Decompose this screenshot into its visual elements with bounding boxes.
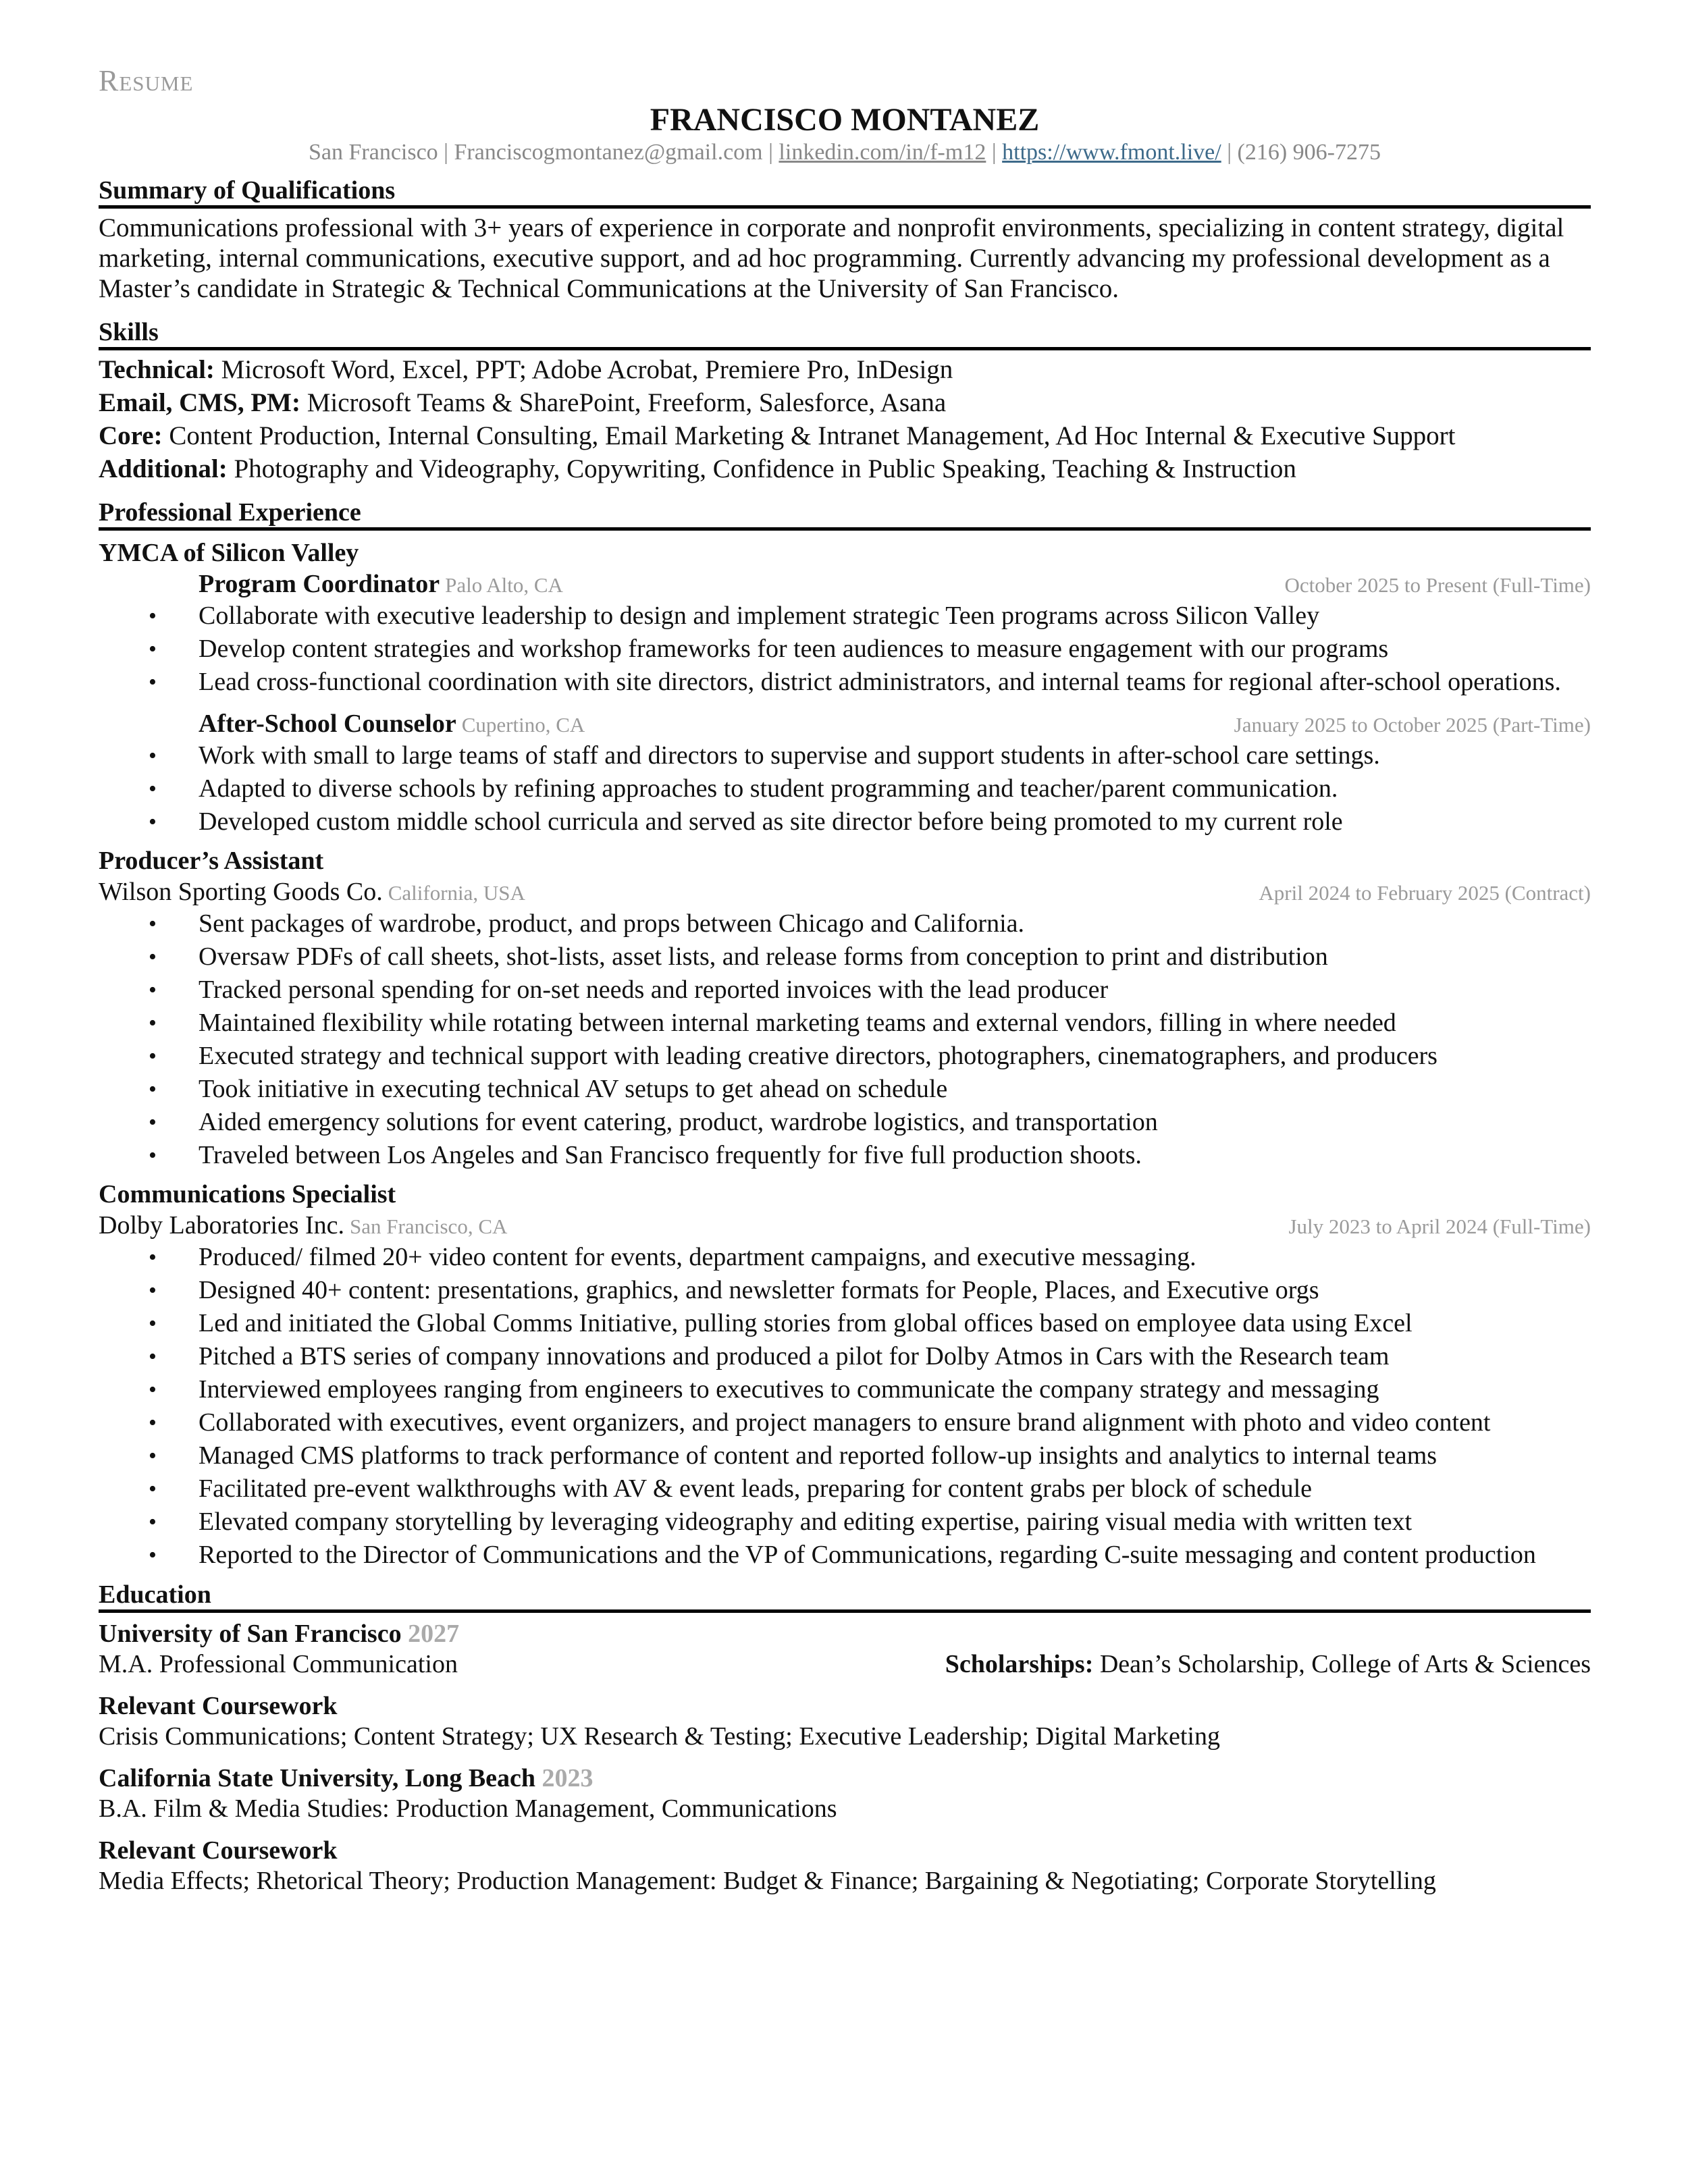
bullet-text: Elevated company storytelling by leveraging videography and editing expertise, pairing visual media with written text bbox=[199, 1508, 1413, 1536]
bullet-icon: • bbox=[149, 1510, 157, 1535]
role-after-school-counselor bbox=[99, 708, 1591, 741]
role-communications-specialist: Communications Specialist bbox=[99, 1180, 396, 1208]
summary-heading: Summary of Qualifications bbox=[99, 176, 1591, 209]
bullet-item bbox=[99, 1074, 1591, 1104]
skill-line bbox=[99, 353, 1591, 386]
bullet-item bbox=[99, 909, 1591, 939]
candidate-name: FRANCISCO MONTANEZ bbox=[650, 102, 1040, 138]
bullet-text: Produced/ filmed 20+ video content for events, department campaigns, and executive messaging. bbox=[199, 1243, 1196, 1271]
summary-text: Communications professional with 3+ years of experience in corporate and nonprofit environments, specializing in content strategy, digital marketing, internal communications, executive support, and ad hoc programming. Currently advancing my professional development as a Master’s candidate in Strategic & Technical Communications at the University of San Francisco. bbox=[99, 213, 1564, 303]
school-name: California State University, Long Beach bbox=[99, 1764, 536, 1792]
bullet-item bbox=[99, 634, 1591, 664]
degree: B.A. Film & Media Studies: Production Management, Communications bbox=[99, 1794, 837, 1823]
bullet-item bbox=[99, 1140, 1591, 1171]
bullet-icon: • bbox=[149, 1143, 157, 1168]
bullet-item bbox=[99, 1275, 1591, 1306]
bullet-icon: • bbox=[149, 944, 157, 969]
skill-line bbox=[99, 452, 1591, 485]
bullet-icon: • bbox=[149, 1044, 157, 1069]
bullet-item bbox=[99, 1408, 1591, 1438]
bullet-icon: • bbox=[149, 1077, 157, 1102]
degree-row bbox=[99, 1649, 1591, 1680]
bullet-icon: • bbox=[149, 1245, 157, 1270]
bullet-item bbox=[99, 1008, 1591, 1038]
bullet-text: Managed CMS platforms to track performance of content and reported follow-up insights and analytics to internal teams bbox=[199, 1441, 1438, 1470]
bullet-icon: • bbox=[149, 743, 157, 768]
bullet-item bbox=[99, 1540, 1591, 1570]
bullet-list bbox=[99, 1242, 1591, 1570]
contact-separator: | bbox=[986, 140, 1003, 165]
school-csulb bbox=[99, 1763, 1591, 1794]
education-heading: Education bbox=[99, 1580, 1591, 1613]
bullet-text: Traveled between Los Angeles and San Francisco frequently for five full production shoots. bbox=[199, 1141, 1142, 1169]
scholarships bbox=[945, 1649, 1591, 1680]
company-wilson bbox=[99, 876, 1591, 909]
skill-line bbox=[99, 386, 1591, 419]
scholarship-value: Dean’s Scholarship, College of Arts & Sciences bbox=[1093, 1650, 1591, 1678]
bullet-icon: • bbox=[149, 1011, 157, 1036]
bullet-item bbox=[99, 1341, 1591, 1372]
skill-value: Microsoft Word, Excel, PPT; Adobe Acrobat, Premiere Pro, InDesign bbox=[214, 355, 953, 384]
role-dates: October 2025 to Present (Full-Time) bbox=[1284, 573, 1591, 597]
skill-label: Technical: bbox=[99, 355, 215, 384]
school-usf bbox=[99, 1618, 1591, 1649]
role-dates: January 2025 to October 2025 (Part-Time) bbox=[1234, 713, 1591, 737]
bullet-text: Pitched a BTS series of company innovations and produced a pilot for Dolby Atmos in Cars with the Research team bbox=[199, 1342, 1390, 1370]
coursework-heading: Relevant Coursework bbox=[99, 1836, 338, 1865]
resume-label: Resume bbox=[99, 64, 194, 97]
bullet-icon: • bbox=[149, 1110, 157, 1135]
bullet-text: Maintained flexibility while rotating between internal marketing teams and external vendors, filling in where needed bbox=[199, 1009, 1396, 1037]
bullet-item bbox=[99, 601, 1591, 631]
bullet-text: Tracked personal spending for on-set needs and reported invoices with the lead producer bbox=[199, 976, 1109, 1004]
bullet-text: Reported to the Director of Communications and the VP of Communications, regarding C-suite messaging and content production bbox=[199, 1541, 1536, 1569]
role-dates: April 2024 to February 2025 (Contract) bbox=[1259, 881, 1591, 905]
skill-value: Microsoft Teams & SharePoint, Freeform, Salesforce, Asana bbox=[300, 388, 947, 417]
bullet-text: Developed custom middle school curricula and served as site director before being promoted to my current role bbox=[199, 807, 1343, 836]
bullet-icon: • bbox=[149, 1443, 157, 1468]
bullet-icon: • bbox=[149, 1311, 157, 1336]
bullet-text: Oversaw PDFs of call sheets, shot-lists, asset lists, and release forms from conception to print and distribution bbox=[199, 942, 1328, 971]
bullet-icon: • bbox=[149, 776, 157, 801]
experience-heading: Professional Experience bbox=[99, 498, 1591, 531]
skill-label: Additional: bbox=[99, 454, 228, 483]
linkedin-link[interactable]: linkedin.com/in/f-m12 bbox=[779, 140, 986, 165]
bullet-text: Collaborate with executive leadership to design and implement strategic Teen programs across Silicon Valley bbox=[199, 602, 1320, 630]
degree: M.A. Professional Communication bbox=[99, 1650, 458, 1678]
bullet-icon: • bbox=[149, 1344, 157, 1369]
bullet-icon: • bbox=[149, 809, 157, 834]
company-location: California, USA bbox=[388, 881, 525, 905]
coursework-text: Crisis Communications; Content Strategy; UX Research & Testing; Executive Leadership; Digital Marketing bbox=[99, 1722, 1220, 1751]
bullet-item bbox=[99, 1474, 1591, 1504]
skill-line bbox=[99, 419, 1591, 452]
skill-label: Core: bbox=[99, 421, 163, 450]
role-title: After-School Counselor bbox=[199, 710, 456, 738]
bullet-text: Designed 40+ content: presentations, graphics, and newsletter formats for People, Places, and Executive orgs bbox=[199, 1276, 1319, 1304]
skills-heading: Skills bbox=[99, 317, 1591, 350]
bullet-icon: • bbox=[149, 911, 157, 936]
bullet-item bbox=[99, 1441, 1591, 1471]
bullet-item bbox=[99, 975, 1591, 1005]
role-location: Palo Alto, CA bbox=[445, 573, 563, 597]
bullet-icon: • bbox=[149, 1543, 157, 1568]
bullet-text: Collaborated with executives, event organizers, and project managers to ensure brand alignment with photo and video content bbox=[199, 1408, 1491, 1437]
skills-list bbox=[99, 353, 1591, 485]
bullet-icon: • bbox=[149, 604, 157, 629]
school-year: 2027 bbox=[408, 1620, 460, 1648]
bullet-list bbox=[99, 741, 1591, 837]
skill-label: Email, CMS, PM: bbox=[99, 388, 300, 417]
bullet-text: Aided emergency solutions for event catering, product, wardrobe logistics, and transportation bbox=[199, 1108, 1158, 1136]
bullet-item bbox=[99, 741, 1591, 771]
role-producers-assistant: Producer’s Assistant bbox=[99, 847, 324, 875]
bullet-item bbox=[99, 1041, 1591, 1071]
bullet-item bbox=[99, 807, 1591, 837]
bullet-text: Lead cross-functional coordination with site directors, district administrators, and internal teams for regional after-school operations. bbox=[199, 668, 1561, 696]
bullet-icon: • bbox=[149, 1476, 157, 1501]
role-program-coordinator bbox=[99, 568, 1591, 601]
role-title: Program Coordinator bbox=[199, 570, 440, 598]
bullet-list bbox=[99, 601, 1591, 697]
bullet-text: Sent packages of wardrobe, product, and props between Chicago and California. bbox=[199, 909, 1024, 938]
bullet-icon: • bbox=[149, 1278, 157, 1303]
website-link[interactable]: https://www.fmont.live/ bbox=[1002, 140, 1221, 165]
resume-page bbox=[99, 61, 1591, 1896]
bullet-text: Led and initiated the Global Comms Initiative, pulling stories from global offices based on employee data using Excel bbox=[199, 1309, 1413, 1337]
company-name: Wilson Sporting Goods Co. bbox=[99, 878, 383, 906]
bullet-icon: • bbox=[149, 637, 157, 662]
bullet-icon: • bbox=[149, 978, 157, 1003]
contact-line bbox=[99, 138, 1591, 167]
school-name: University of San Francisco bbox=[99, 1620, 402, 1648]
bullet-text: Adapted to diverse schools by refining approaches to student programming and teacher/parent communication. bbox=[199, 774, 1338, 803]
bullet-text: Develop content strategies and workshop frameworks for teen audiences to measure engagement with our programs bbox=[199, 635, 1389, 663]
bullet-text: Work with small to large teams of staff and directors to supervise and support students in after-school care settings. bbox=[199, 741, 1380, 770]
company-dolby bbox=[99, 1210, 1591, 1242]
company-name: Dolby Laboratories Inc. bbox=[99, 1211, 345, 1240]
role-dates: July 2023 to April 2024 (Full-Time) bbox=[1288, 1215, 1591, 1238]
bullet-list bbox=[99, 909, 1591, 1171]
school-year: 2023 bbox=[542, 1764, 594, 1792]
bullet-item bbox=[99, 1375, 1591, 1405]
bullet-item bbox=[99, 1507, 1591, 1537]
bullet-text: Took initiative in executing technical AV setups to get ahead on schedule bbox=[199, 1075, 948, 1103]
skill-value: Photography and Videography, Copywriting, Confidence in Public Speaking, Teaching & Instruction bbox=[227, 454, 1296, 483]
bullet-item bbox=[99, 1242, 1591, 1273]
bullet-icon: • bbox=[149, 1410, 157, 1435]
bullet-item bbox=[99, 942, 1591, 972]
bullet-item bbox=[99, 667, 1591, 697]
bullet-icon: • bbox=[149, 1377, 157, 1402]
bullet-item bbox=[99, 774, 1591, 804]
bullet-text: Facilitated pre-event walkthroughs with AV & event leads, preparing for content grabs per block of schedule bbox=[199, 1474, 1313, 1503]
skill-value: Content Production, Internal Consulting, Email Marketing & Intranet Management, Ad Hoc Internal & Executive Support bbox=[162, 421, 1456, 450]
coursework-text: Media Effects; Rhetorical Theory; Production Management: Budget & Finance; Bargaining & Negotiating; Corporate Storytelling bbox=[99, 1867, 1436, 1895]
company-location: San Francisco, CA bbox=[350, 1215, 508, 1238]
contact-prefix: San Francisco | Franciscogmontanez@gmail.com | bbox=[309, 140, 779, 165]
bullet-icon: • bbox=[149, 670, 157, 695]
bullet-text: Interviewed employees ranging from engineers to executives to communicate the company strategy and messaging bbox=[199, 1375, 1379, 1404]
coursework-heading: Relevant Coursework bbox=[99, 1692, 338, 1720]
bullet-item bbox=[99, 1107, 1591, 1138]
bullet-item bbox=[99, 1308, 1591, 1339]
scholarship-label: Scholarships: bbox=[945, 1650, 1094, 1678]
bullet-text: Executed strategy and technical support with leading creative directors, photographers, cinematographers, and producers bbox=[199, 1042, 1438, 1070]
org-ymca: YMCA of Silicon Valley bbox=[99, 539, 359, 567]
role-location: Cupertino, CA bbox=[461, 713, 585, 737]
contact-suffix: | (216) 906-7275 bbox=[1221, 140, 1381, 165]
